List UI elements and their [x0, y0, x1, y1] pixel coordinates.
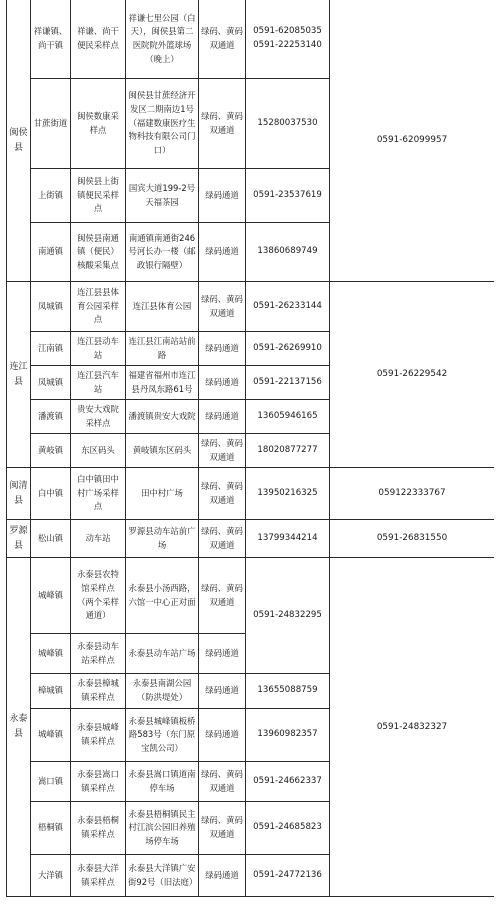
phone-cell: 15280037530: [246, 79, 330, 169]
page-margin-right: [494, 0, 500, 906]
site-cell: 永泰县樟城镇采样点: [71, 674, 126, 709]
address-cell: 永泰县大洋镇广安街92号（旧法庭）: [126, 855, 199, 897]
phone-cell: 0591-62085035 0591-22253140: [246, 0, 330, 79]
town-cell: 城峰镇: [31, 558, 71, 634]
town-cell: 江南镇: [31, 332, 71, 366]
site-cell: 东区码头: [71, 434, 126, 468]
town-cell: 凤城镇: [31, 282, 71, 332]
town-cell: 梧桐镇: [31, 802, 71, 855]
phone-cell: 0591-24662337: [246, 762, 330, 802]
channel-cell: 绿码、黄码双通道: [199, 802, 246, 855]
site-cell: 永泰县大洋镇采样点: [71, 855, 126, 897]
site-cell: 闽侯数康采样点: [71, 79, 126, 169]
county-phone-cell: 0591-62099957: [330, 0, 495, 282]
town-cell: 甘蔗街道: [31, 79, 71, 169]
channel-cell: 绿码、黄码双通道: [199, 762, 246, 802]
phone-cell: 0591-26269910: [246, 332, 330, 366]
site-cell: 白中镇田中村广场采样点: [71, 468, 126, 520]
channel-cell: 绿码通道: [199, 400, 246, 434]
county-phone-cell: 0591-26831550: [330, 520, 495, 558]
phone-cell: 0591-24685823: [246, 802, 330, 855]
table-body: [7, 0, 495, 897]
address-cell: 永泰县嵩口镇道南停车场: [126, 762, 199, 802]
phone-cell: 0591-23537619: [246, 169, 330, 223]
address-cell: 潘渡镇贵安大戏院: [126, 400, 199, 434]
county-cell: 闽侯县: [7, 0, 31, 282]
address-cell: 罗源县动车站前广场: [126, 520, 199, 558]
site-cell: 连江县县体育公园采样点: [71, 282, 126, 332]
town-cell: 黄岐镇: [31, 434, 71, 468]
site-cell: 永泰县城峰镇采样点: [71, 709, 126, 762]
address-cell: 祥谦七里公园（白天），闽侯县第二医院院外篮球场（晚上）: [126, 0, 199, 79]
county-cell: 连江县: [7, 282, 31, 468]
channel-cell: 绿码、黄码双通道: [199, 79, 246, 169]
site-cell: 闽侯县上街镇便民采样点: [71, 169, 126, 223]
phone-cell: 0591-26233144: [246, 282, 330, 332]
address-cell: 永泰县城峰镇板桥路583号（东门原宝凯公司）: [126, 709, 199, 762]
site-cell: 连江县汽车站: [71, 366, 126, 400]
site-cell: 永泰县梧桐镇采样点: [71, 802, 126, 855]
town-cell: 潘渡镇: [31, 400, 71, 434]
phone-cell: 13960982357: [246, 709, 330, 762]
town-cell: 祥谦镇、尚干镇: [31, 0, 71, 79]
channel-cell: 绿码通道: [199, 674, 246, 709]
channel-cell: 绿码通道: [199, 855, 246, 897]
town-cell: 嵩口镇: [31, 762, 71, 802]
table-row: [7, 558, 495, 634]
site-cell: 祥谦、尚干便民采样点: [71, 0, 126, 79]
address-cell: 福建省福州市连江县丹凤东路61号: [126, 366, 199, 400]
town-cell: 凤城镇: [31, 366, 71, 400]
site-cell: 连江县动车站: [71, 332, 126, 366]
channel-cell: 绿码、黄码双通道: [199, 282, 246, 332]
address-cell: 永泰县小汤西路，六馆一中心正对面: [126, 558, 199, 634]
channel-cell: 绿码、黄码双通道: [199, 520, 246, 558]
phone-cell: 13655088759: [246, 674, 330, 709]
address-cell: 闽侯县甘蔗经济开发区二期南边1号（福建数康医疗生物科技有限公司门口）: [126, 79, 199, 169]
town-cell: 白中镇: [31, 468, 71, 520]
site-cell: 永泰县农特馆采样点（两个采样通道）: [71, 558, 126, 634]
site-cell: 贵安大戏院采样点: [71, 400, 126, 434]
address-cell: 南通镇南通街246号河长办一楼（邮政银行隔壁）: [126, 223, 199, 282]
town-cell: 大洋镇: [31, 855, 71, 897]
channel-cell: 绿码、黄码双通道: [199, 434, 246, 468]
county-phone-cell: 0591-24832327: [330, 558, 495, 897]
site-cell: 动车站: [71, 520, 126, 558]
town-cell: 城峰镇: [31, 634, 71, 674]
address-cell: 永泰县梧桐镇民主村江滨公园旧养殖场停车场: [126, 802, 199, 855]
phone-cell: 18020877277: [246, 434, 330, 468]
phone-cell: 13950216325: [246, 468, 330, 520]
table-row: [7, 282, 495, 332]
address-cell: 连江县江南站站前路: [126, 332, 199, 366]
channel-cell: 绿码通道: [199, 634, 246, 674]
county-cell: 永泰县: [7, 558, 31, 897]
site-cell: 永泰县嵩口镇采样点: [71, 762, 126, 802]
phone-cell: 13605946165: [246, 400, 330, 434]
table-row: [7, 0, 495, 79]
channel-cell: 绿码、黄码双通道: [199, 468, 246, 520]
town-cell: 上街镇: [31, 169, 71, 223]
town-cell: 樟城镇: [31, 674, 71, 709]
address-cell: 连江县体育公园: [126, 282, 199, 332]
phone-cell: 0591-24832295: [246, 558, 330, 674]
town-cell: 松山镇: [31, 520, 71, 558]
address-cell: 永泰县动车站广场: [126, 634, 199, 674]
county-cell: 罗源县: [7, 520, 31, 558]
town-cell: 城峰镇: [31, 709, 71, 762]
phone-cell: 0591-22137156: [246, 366, 330, 400]
county-phone-cell: 059122333767: [330, 468, 495, 520]
channel-cell: 绿码通道: [199, 223, 246, 282]
town-cell: 南通镇: [31, 223, 71, 282]
channel-cell: 绿码、黄码双通道: [199, 558, 246, 634]
channel-cell: 绿码通道: [199, 366, 246, 400]
county-cell: 闽清县: [7, 468, 31, 520]
phone-cell: 13860689749: [246, 223, 330, 282]
channel-cell: 绿码通道: [199, 169, 246, 223]
address-cell: 黄岐镇东区码头: [126, 434, 199, 468]
address-cell: 国宾大道199-2号天福茶园: [126, 169, 199, 223]
address-cell: 永泰县南湖公园（防洪堤处）: [126, 674, 199, 709]
phone-cell: 13799344214: [246, 520, 330, 558]
channel-cell: 绿码、黄码双通道: [199, 0, 246, 79]
sampling-sites-table: [6, 0, 495, 897]
county-phone-cell: 0591-26229542: [330, 282, 495, 468]
phone-cell: 0591-24772136: [246, 855, 330, 897]
site-cell: 闽侯县南通镇（便民）核酸采集点: [71, 223, 126, 282]
channel-cell: 绿码通道: [199, 332, 246, 366]
channel-cell: 绿码通道: [199, 709, 246, 762]
site-cell: 永泰县动车站采样点: [71, 634, 126, 674]
table-row: [7, 520, 495, 558]
address-cell: 田中村广场: [126, 468, 199, 520]
table-row: [7, 468, 495, 520]
